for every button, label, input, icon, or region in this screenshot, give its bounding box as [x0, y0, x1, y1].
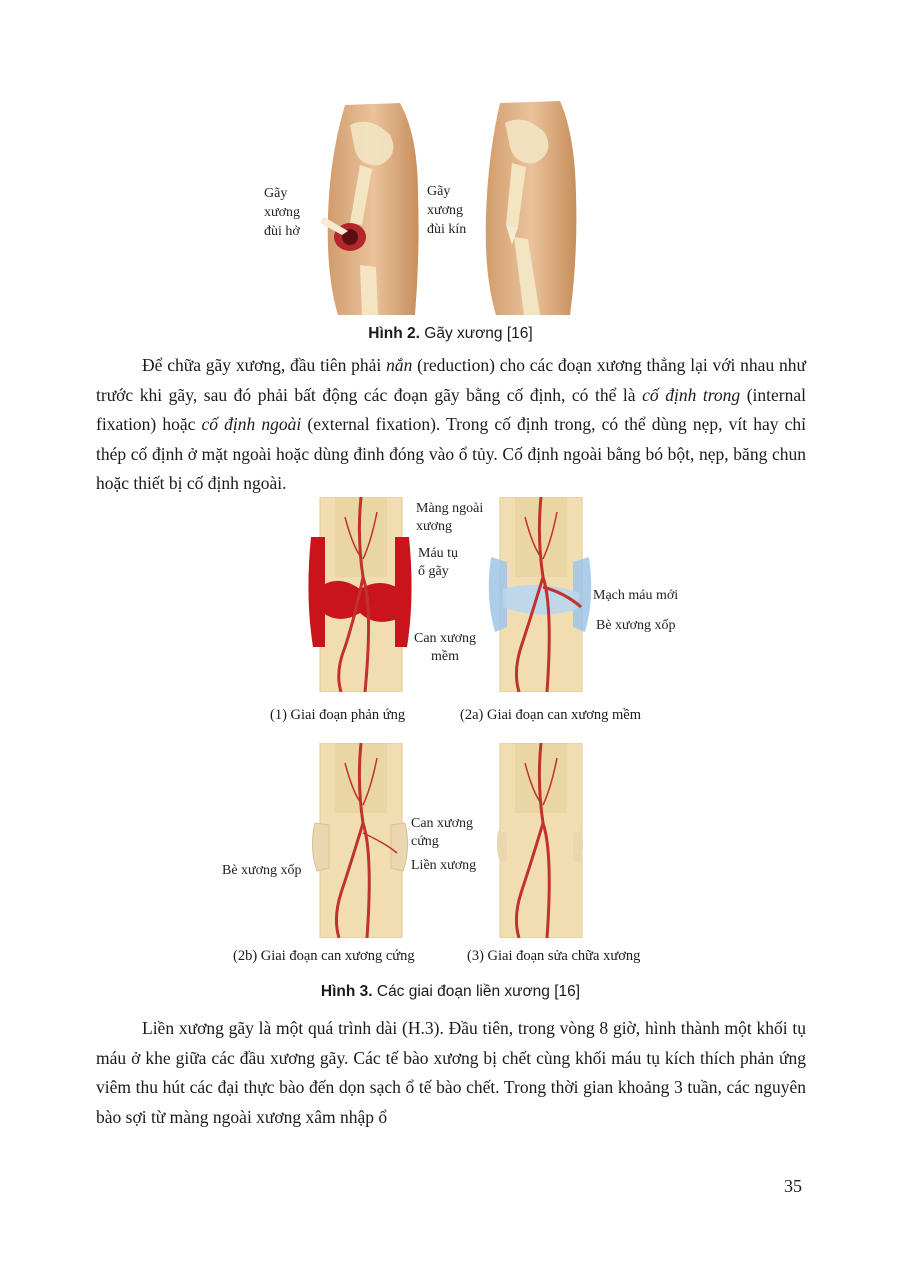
stage2b-subcaption: (2b) Giai đoạn can xương cứng: [233, 948, 415, 964]
stage2a-subcaption: (2a) Giai đoạn can xương mềm: [460, 707, 642, 723]
label-spongy-bone-2a: Bè xương xốp: [596, 618, 676, 633]
stage3-illustration: [485, 743, 595, 938]
label-hard-callus: Can xương cứng: [411, 816, 474, 849]
closed-fracture-leg: [486, 101, 577, 315]
figure3-caption: Hình 3. Các giai đoạn liền xương [16]: [320, 983, 581, 1000]
figure2-illustration: [250, 95, 590, 317]
label-periosteum: Màng ngoài xương: [416, 501, 484, 534]
open-fracture-leg: [320, 103, 419, 315]
label-spongy-bone-2b: Bè xương xốp: [222, 863, 302, 878]
paragraph-bone-healing: Liền xương gãy là một quá trình dài (H.3). Đầu tiên, trong vòng 8 giờ, hình thành một khối tụ máu ở khe giữa các đầu xương gãy. Các tế bào xương bị chết cùng khối máu tụ kích thích phản ứng viêm thu hút các đại thực bào đến dọn sạch ổ tế bào chết. Trong thời gian khoảng 3 tuần, các nguyên bào sợi từ màng ngoài xương xâm nhập ổ: [96, 1018, 806, 1127]
closed-fracture-label: Gãy xương đùi kín: [427, 184, 467, 237]
stage1-subcaption: (1) Giai đoạn phản ứng: [270, 707, 406, 723]
figure2-caption: Hình 2. Gãy xương [16]: [368, 325, 533, 342]
stage3-subcaption: (3) Giai đoạn sửa chữa xương: [467, 948, 641, 964]
label-soft-callus: Can xương mềm: [414, 631, 477, 664]
open-fracture-label: Gãy xương đùi hở: [264, 186, 300, 239]
stage2a-illustration: [485, 497, 595, 692]
label-bone-union: Liền xương: [411, 858, 477, 873]
stage2b-illustration: [305, 743, 415, 938]
label-new-vessels: Mạch máu mới: [593, 588, 679, 603]
page-number: 35: [784, 1176, 802, 1196]
stage1-illustration: [305, 497, 415, 692]
label-hematoma: Máu tụ ổ gãy: [418, 546, 459, 579]
paragraph-fracture-treatment: Để chữa gãy xương, đầu tiên phải nắn (reduction) cho các đoạn xương thẳng lại với nhau như trước khi gãy, sau đó phải bất động các đoạn gãy bằng cố định, có thể là cố định trong (internal fixation) hoặc cố định ngoài (external fixation). Trong cố định trong, có thể dùng nẹp, vít hay chỉ thép cố định ở mặt ngoài hoặc dùng đinh đóng vào ổ tủy. Cố định ngoài bằng bó bột, nẹp, băng chun hoặc thiết bị cố định ngoài.: [96, 355, 807, 493]
